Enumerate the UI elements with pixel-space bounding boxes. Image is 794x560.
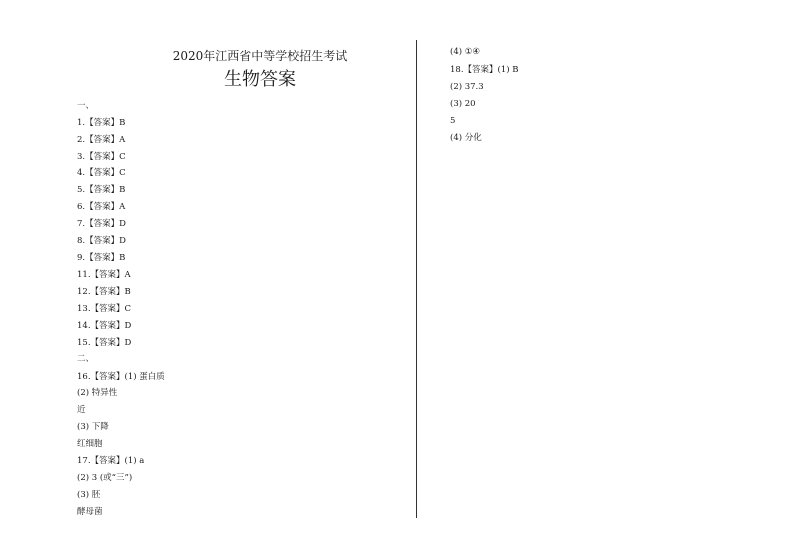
answer-line: 18.【答案】(1) B xyxy=(450,65,519,75)
answer-line: (2) 37.3 xyxy=(450,82,484,92)
answer-line: (4) 分化 xyxy=(450,133,482,143)
answer-line: 4.【答案】C xyxy=(77,168,126,178)
right-answer-column xyxy=(450,0,750,560)
column-divider xyxy=(416,40,417,518)
answer-line: (3) 20 xyxy=(450,99,476,109)
subject-title: 生物答案 xyxy=(224,69,296,90)
answer-line: 7.【答案】D xyxy=(77,219,126,229)
answer-line: (3) 下降 xyxy=(77,422,109,432)
answer-line: 2.【答案】A xyxy=(77,135,126,145)
answer-line: 17.【答案】(1) a xyxy=(77,456,145,466)
answer-line: 3.【答案】C xyxy=(77,152,126,162)
answer-line: 6.【答案】A xyxy=(77,202,126,212)
answer-line: 5 xyxy=(450,116,456,126)
left-answer-column xyxy=(77,0,397,560)
answer-line: 酵母菌 xyxy=(77,507,103,517)
answer-line: 红细胞 xyxy=(77,439,103,449)
section-heading: 二、 xyxy=(77,354,95,364)
answer-line: (2) 特异性 xyxy=(77,388,118,398)
answer-line: 8.【答案】D xyxy=(77,236,126,246)
answer-line: 5.【答案】B xyxy=(77,185,126,195)
answer-line: (3) 胚 xyxy=(77,490,101,500)
answer-line: 15.【答案】D xyxy=(77,338,132,348)
answer-line: 1.【答案】B xyxy=(77,118,126,128)
answer-line: (2) 3 (或“三”) xyxy=(77,473,133,483)
answer-line: 13.【答案】C xyxy=(77,304,132,314)
answer-line: 9.【答案】B xyxy=(77,253,126,263)
section-heading: 一、 xyxy=(77,101,95,111)
answer-line: 11.【答案】A xyxy=(77,270,131,280)
answer-line: 14.【答案】D xyxy=(77,321,132,331)
answer-line: 12.【答案】B xyxy=(77,287,131,297)
answer-line: (4) ①④ xyxy=(450,47,480,57)
answer-line: 近 xyxy=(77,405,86,415)
answer-line: 16.【答案】(1) 蛋白质 xyxy=(77,372,165,382)
exam-title: 2020年江西省中等学校招生考试 xyxy=(172,49,348,63)
